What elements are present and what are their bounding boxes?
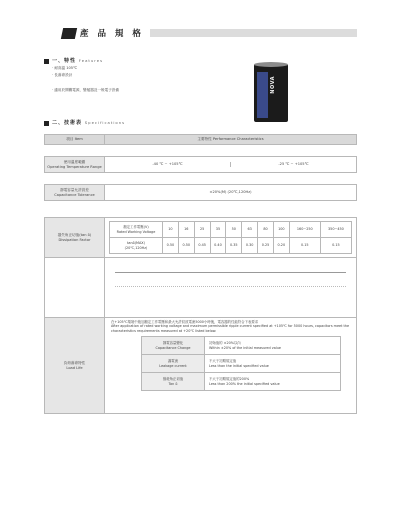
tan-cell: 0.50 (163, 238, 179, 254)
header-bar (150, 29, 357, 37)
ll-name-cn: 漏電流 (167, 359, 179, 364)
dissipation-inner-table (109, 221, 352, 254)
tan-cell: 0.50 (178, 238, 194, 254)
cap-tolerance-label-en: Capacitance Tolerance (54, 192, 95, 197)
capacitor-top (254, 62, 288, 67)
ll-row-name (142, 373, 205, 391)
ll-row-name (142, 355, 205, 373)
rated-voltage-label-cn: 額定工作電壓(V) (123, 224, 149, 229)
voltage-cell: 63 (242, 222, 258, 238)
tan-cell: 0.40 (210, 238, 226, 254)
tan-cell: 0.15 (320, 238, 351, 254)
section-marker (44, 121, 49, 126)
voltage-cell: 16 (178, 222, 194, 238)
note-row (45, 201, 357, 218)
ll-value-cn: 不大于初期規定值 (209, 359, 237, 364)
temp-range-label-cn: 使用溫度範圍 (63, 159, 86, 164)
ll-value-cn: 不大于初期規定值的200% (209, 377, 250, 382)
ll-name-en: Tan δ (168, 381, 178, 386)
section2-title-suffix: Specifications (84, 120, 126, 125)
note-row (45, 173, 357, 185)
ll-value-en: Less than 200% the initial specified value (209, 381, 280, 386)
cap-tolerance-label (45, 185, 105, 201)
temp-range-label-en: Operating Temperature Range (47, 164, 102, 169)
load-life-label-cn: 負荷壽命特性 (63, 360, 86, 365)
voltage-cell: 160~250 (289, 222, 320, 238)
load-life-label-en: Load Life (66, 365, 83, 370)
load-life-inner-table (141, 336, 341, 391)
voltage-cell: 80 (258, 222, 274, 238)
tan-cell: 0.35 (226, 238, 242, 254)
tan-cell: 0.25 (258, 238, 274, 254)
capacitor-sleeve-band (257, 72, 268, 118)
ll-value-en: Less than the initial specified value (209, 363, 269, 368)
tan-label-main: tanδ(MAX) (127, 240, 145, 245)
dissipation-value (105, 218, 357, 258)
capacitor-brand-text: NOVA (270, 76, 276, 94)
load-life-content (105, 318, 357, 414)
col-char-header: 主要特性 Performance Characteristics (105, 135, 357, 145)
capacitor-image (254, 64, 288, 122)
ll-value-cn: 初始值的 ±20%以內 (209, 341, 241, 346)
temp-range-label (45, 157, 105, 173)
cap-tolerance-value: ±20%(M) (20℃,120Hz) (105, 185, 357, 201)
ll-row-value (205, 355, 341, 373)
ll-row-name (142, 337, 205, 355)
section1-title (52, 57, 103, 64)
voltage-cell: 10 (163, 222, 179, 238)
ll-row-value (205, 373, 341, 391)
ll-value-en: Within ±20% of the initial measured value (209, 345, 281, 350)
ll-name-cn: 損耗角正切值 (162, 377, 184, 382)
feature-line-2: ‧ 長壽命設計 (52, 73, 73, 77)
voltage-cell: 50 (226, 222, 242, 238)
rated-voltage-label-en: Rated Working Voltage (116, 229, 156, 234)
extra-row-content (105, 258, 357, 318)
tan-cell: 0.30 (242, 238, 258, 254)
load-life-label (45, 318, 105, 414)
tan-label (110, 238, 163, 254)
dissipation-label-en: Dissipation Factor (58, 237, 91, 242)
load-life-intro-cn: 在+105℃環境中施加額定工作電壓和最大允許紋波電流5000小時後，電容器的性能符合下表要求 (111, 320, 259, 324)
section1-title-text: 一、特性 (52, 58, 77, 64)
brand-logo (61, 28, 77, 39)
temp-range-left: -40 ℃ ~ +105℃ (105, 162, 231, 167)
page-title: 產 品 規 格 (80, 29, 144, 39)
cap-tolerance-label-cn: 靜電容量允許誤差 (60, 187, 89, 192)
voltage-cell: 350~450 (320, 222, 351, 238)
voltage-cell: 100 (273, 222, 289, 238)
ll-name-en: Leakage current (159, 363, 187, 368)
rated-voltage-label (110, 222, 163, 238)
section-marker (44, 59, 49, 64)
tan-cell: 0.15 (289, 238, 320, 254)
tan-cell: 0.45 (194, 238, 210, 254)
voltage-cell: 35 (210, 222, 226, 238)
tan-label-condition: (20℃,120Hz) (124, 245, 148, 250)
extra-row-label (45, 258, 105, 318)
section1-title-suffix: Features (78, 58, 104, 63)
section2-title (52, 119, 125, 126)
temp-range-right: -25 ℃ ~ +105℃ (278, 162, 309, 167)
dissipation-label (45, 218, 105, 258)
spec-table (44, 134, 357, 414)
extra-row-rule (115, 286, 346, 287)
ll-row-value (205, 337, 341, 355)
load-life-intro-en: After application of rated working voltage and maximum permissible ripple current specified at +105℃ for 5000 hours, capacitors meet the characteristics requirements measured at +20℃ listed below. (111, 324, 350, 333)
extra-row-rule (115, 272, 346, 273)
ll-name-en: Capacitance Change (155, 345, 191, 350)
temp-range-value (105, 157, 357, 173)
dissipation-label-cn: 損失角正切值(tan δ) (57, 232, 92, 237)
ll-name-cn: 靜電容量變化 (162, 341, 184, 346)
feature-line-1: ‧ 耐高溫 105℃ (52, 66, 78, 70)
feature-line-3: ‧ 適用於開關電源、變頻器及一般電子設備 (52, 88, 119, 92)
section2-title-text: 二、技術表 (52, 120, 83, 126)
col-item-header: 項目 Item (45, 135, 105, 145)
tan-cell: 0.20 (273, 238, 289, 254)
voltage-cell: 25 (194, 222, 210, 238)
note-row (45, 145, 357, 157)
